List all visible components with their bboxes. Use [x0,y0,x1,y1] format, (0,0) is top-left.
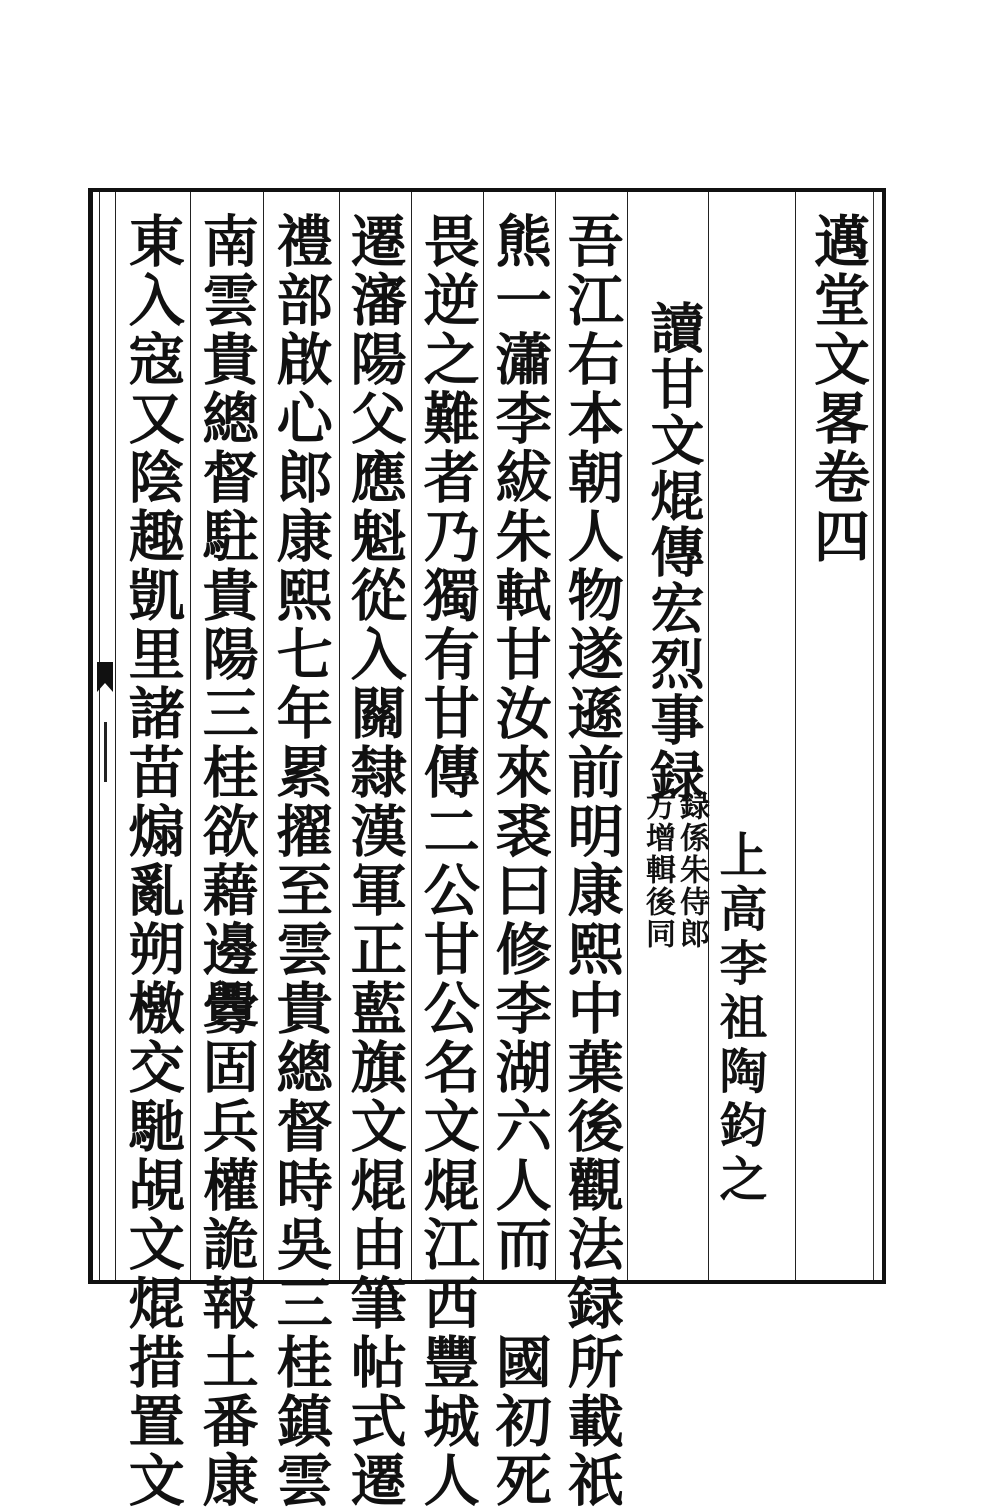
text-column: 畏逆之難者乃獨有甘傳二公甘公名文焜江西豐城人 [414,212,481,1510]
column-rule [411,192,412,1280]
text-column: 遷瀋陽父應魁從入關隸漢軍正藍旗文焜由筆帖式遷 [341,212,408,1510]
article-note [640,790,709,1090]
text-column: 南雲貴總督駐貴陽三桂欲藉邊釁固兵權詭報土番康 [193,212,260,1510]
volume-title: 邁堂文畧卷四 [805,212,871,566]
column-rule [263,192,264,1280]
column-rule [115,192,116,1280]
article-title: 讀甘文焜傳宏烈事録 [642,300,706,804]
text-column: 東入寇又陰趣凱里諸苗煽亂朔檄交馳覘文焜措置文 [119,212,186,1510]
column-rule [627,192,628,1280]
column-rule [339,192,340,1280]
frame-inner-rule [873,192,874,1280]
column-rule [708,192,709,1280]
text-column: 禮部啟心郎康熙七年累擢至雲貴總督時吳三桂鎮雲 [267,212,334,1510]
article-note-line: 録係朱侍郎 [674,790,709,950]
text-column: 吾江右本朝人物遂遜前明康熙中葉後觀法録所載祇 [558,212,625,1510]
center-fold-band [95,192,115,1280]
column-rule [555,192,556,1280]
column-rule [483,192,484,1280]
fishtail-mark-icon [97,662,113,692]
column-rule [190,192,191,1280]
article-note-line: 方增輯後同 [640,790,675,950]
fold-rule-mark [104,722,107,782]
column-rule [795,192,796,1280]
text-column: 熊一瀟李紱朱軾甘汝來裘曰修李湖六人而 國初死 [486,212,553,1510]
author-line: 上高李祖陶鈞之 [711,830,767,1208]
